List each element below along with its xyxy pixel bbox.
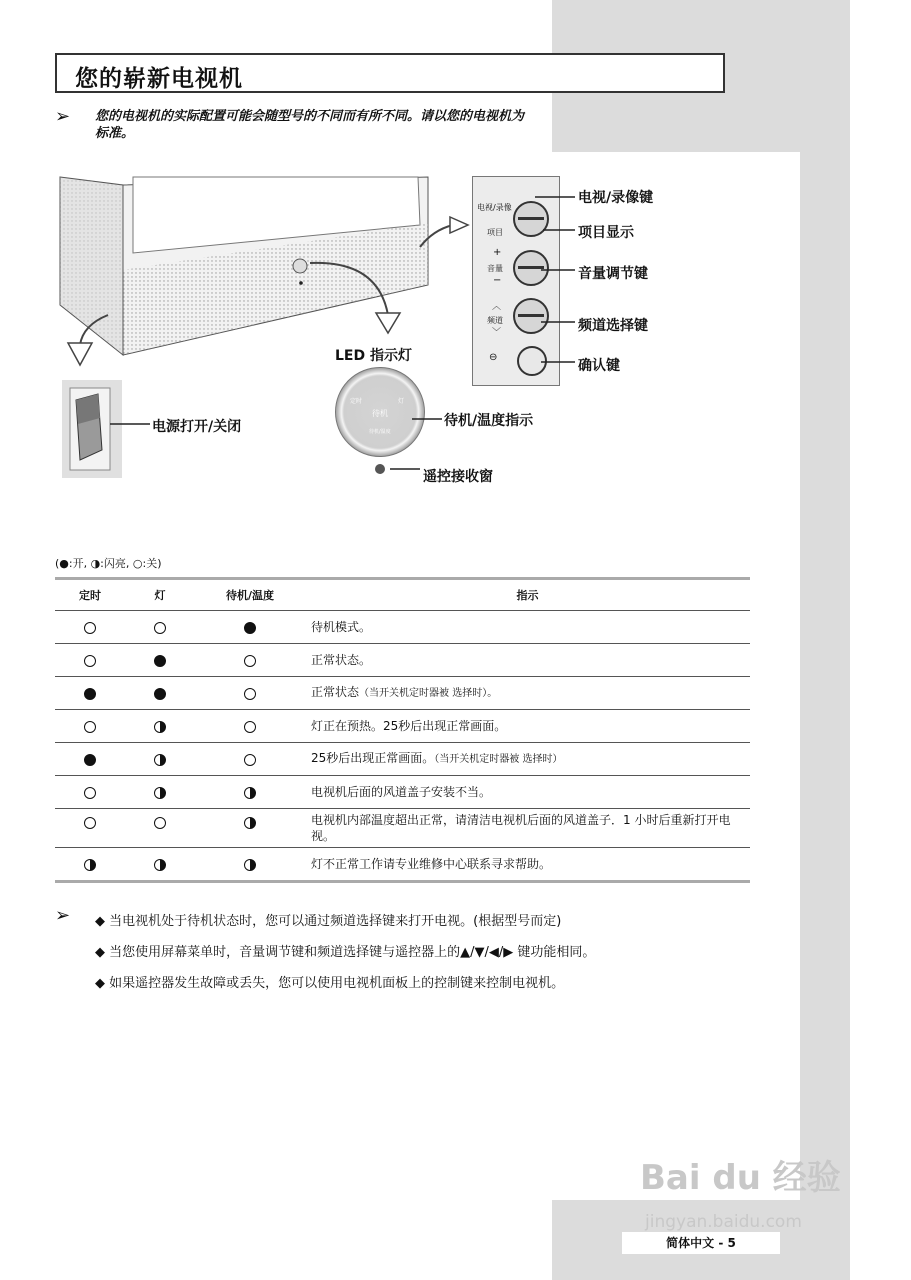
panel-channel-down-icon: ﹀	[492, 328, 502, 338]
row-description: 灯正在预热。25秒后出现正常画面。	[311, 719, 507, 733]
status-blink-icon	[154, 787, 166, 799]
led-ring-timer: 定时	[350, 398, 363, 405]
status-on-icon	[154, 655, 166, 667]
status-blink-icon	[244, 817, 256, 829]
status-on-icon	[84, 754, 96, 766]
row-description: 正常状态。	[311, 653, 372, 667]
panel-label-item: 项目	[487, 228, 503, 237]
led-ring	[335, 367, 425, 457]
tip-item: ◆ 当电视机处于待机状态时，您可以通过频道选择键来打开电视。(根据型号而定)	[95, 914, 562, 929]
status-off-icon	[84, 622, 96, 634]
diamond-bullet-icon: ◆	[95, 914, 110, 929]
panel-label-channel: 频道	[487, 316, 503, 325]
led-ring-standby: 待机	[372, 409, 388, 418]
status-off-icon	[244, 721, 256, 733]
panel-label-volume: 音量	[487, 264, 503, 273]
status-blink-icon	[154, 859, 166, 871]
remote-callout-line	[390, 467, 420, 471]
power-switch-icon	[62, 380, 122, 478]
watermark-brand: Bai du 经验	[640, 1158, 841, 1198]
status-blink-icon	[154, 754, 166, 766]
status-blink-icon	[84, 859, 96, 871]
status-off-icon	[84, 787, 96, 799]
panel-input-icon: ⊖	[489, 352, 498, 363]
panel-label-minus: −	[493, 275, 502, 286]
led-ring-lamp: 灯	[398, 398, 405, 405]
row-description: 待机模式。	[311, 620, 372, 634]
status-blink-icon	[244, 859, 256, 871]
watermark-url: jingyan.baidu.com	[645, 1212, 802, 1232]
row-description: 电视机后面的风道盖子安装不当。	[311, 785, 492, 799]
indicator-status-table	[55, 577, 750, 883]
tip-item: ◆ 如果遥控器发生故障或丢失，您可以使用电视机面板上的控制键来控制电视机。	[95, 976, 565, 991]
item-display-callout: 项目显示	[578, 225, 634, 241]
status-off-icon	[84, 721, 96, 733]
table-row	[55, 611, 750, 644]
status-off-icon	[84, 655, 96, 667]
led-ring-standby-temp: 待机/温度	[369, 429, 391, 435]
tips-arrow-icon: ➢	[55, 905, 71, 926]
remote-window-callout: 遥控接收窗	[423, 469, 493, 485]
table-row	[55, 710, 750, 743]
standby-temp-callout: 待机/温度指示	[444, 413, 534, 429]
status-off-icon	[244, 655, 256, 667]
row-note: （当开关机定时器被 选择时）	[434, 754, 563, 765]
panel-label-plus: +	[493, 247, 502, 258]
panel-label-tv-vcr: 电视/录像	[477, 203, 512, 212]
led-callout-line	[412, 417, 442, 421]
diamond-bullet-icon: ◆	[95, 945, 110, 960]
panel-channel-up-icon: ︿	[492, 302, 502, 312]
status-on-icon	[244, 622, 256, 634]
led-indicator-label: LED 指示灯	[335, 348, 412, 364]
row-description: 正常状态	[311, 685, 360, 699]
col-lamp: 灯	[125, 579, 195, 611]
col-indication: 指示	[305, 579, 750, 611]
config-note: 您的电视机的实际配置可能会随型号的不同而有所不同。请以您的电视机为标准。	[95, 109, 525, 141]
remote-sensor-icon	[375, 464, 385, 474]
power-label: 电源打开/关闭	[152, 419, 242, 435]
status-on-icon	[84, 688, 96, 700]
status-off-icon	[154, 817, 166, 829]
indicator-legend: (●:开, ◑:闪亮, ○:关)	[55, 557, 162, 570]
channel-callout: 频道选择键	[578, 318, 648, 334]
status-off-icon	[244, 688, 256, 700]
row-note: （当开关机定时器被 选择时）。	[359, 688, 498, 699]
tv-vcr-callout: 电视/录像键	[578, 190, 654, 206]
note-arrow-icon: ➢	[55, 106, 71, 127]
table-row	[55, 809, 750, 848]
status-blink-icon	[244, 787, 256, 799]
status-off-icon	[244, 754, 256, 766]
confirm-callout: 确认键	[578, 358, 620, 374]
col-standby-temp: 待机/温度	[195, 579, 305, 611]
col-timer: 定时	[55, 579, 125, 611]
side-band-right	[800, 0, 850, 1280]
row-description: 灯不正常工作请专业维修中心联系寻求帮助。	[311, 857, 552, 871]
status-blink-icon	[154, 721, 166, 733]
table-row	[55, 644, 750, 677]
table-row	[55, 776, 750, 809]
power-callout-line	[110, 422, 150, 426]
row-description: 25秒后出现正常画面。	[311, 751, 435, 765]
page-title: 您的崭新电视机	[75, 66, 243, 92]
page-title-box	[55, 53, 725, 93]
page-footer: 简体中文 - 5	[622, 1232, 780, 1254]
diamond-bullet-icon: ◆	[95, 976, 110, 991]
tip-item: ◆ 当您使用屏幕菜单时，音量调节键和频道选择键与遥控器上的▲/▼/◀/▶ 键功能相同。	[95, 945, 596, 960]
panel-callout-lines	[535, 190, 575, 370]
table-row	[55, 848, 750, 882]
status-off-icon	[84, 817, 96, 829]
row-description: 电视机内部温度超出正常，请清洁电视机后面的风道盖子．1 小时后重新打开电视。	[311, 813, 731, 843]
table-row	[55, 743, 750, 776]
volume-callout: 音量调节键	[578, 266, 648, 282]
status-off-icon	[154, 622, 166, 634]
status-on-icon	[154, 688, 166, 700]
table-row	[55, 677, 750, 710]
